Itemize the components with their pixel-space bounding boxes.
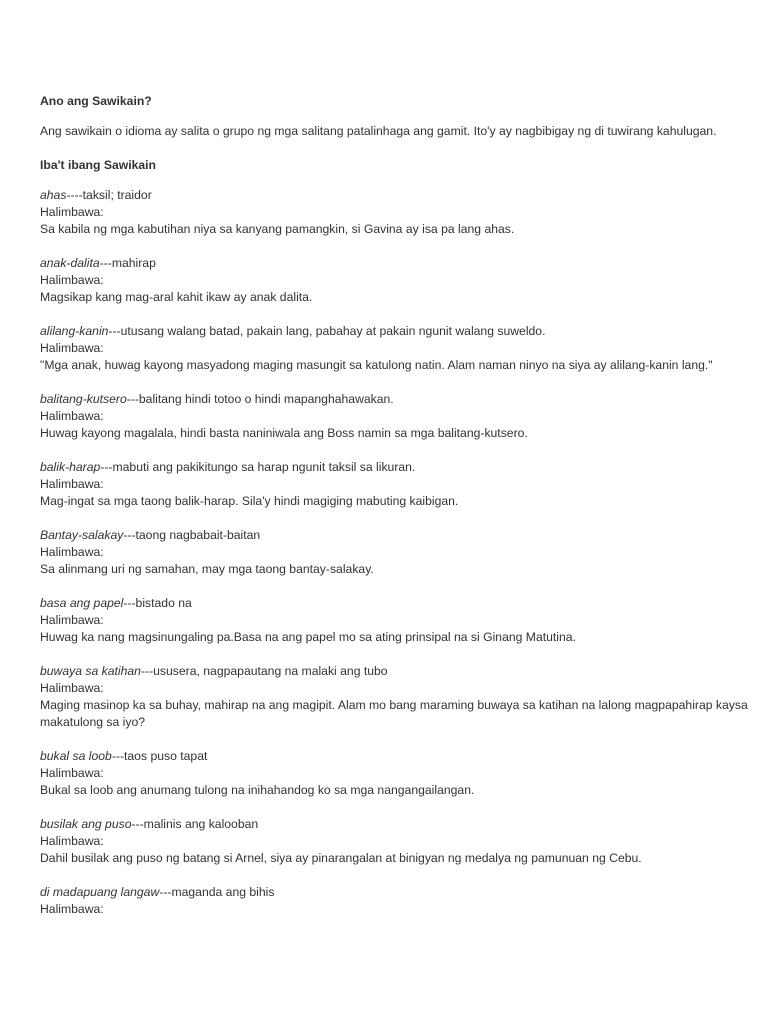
list-item [40,663,755,731]
list-item [40,323,755,374]
entry-separator: --- [140,664,154,678]
entry-meaning: taong nagbabait-baitan [135,528,261,542]
entry-separator: --- [123,528,136,542]
list-item [40,255,755,306]
list-item [40,527,755,578]
example-label: Halimbawa: [40,613,104,627]
entry-list [40,187,755,918]
list-item [40,459,755,510]
list-item [40,884,755,918]
entry-definition [40,323,755,340]
entry-example: Sa kabila ng mga kabutihan niya sa kanyang pamangkin, si Gavina ay isa pa lang ahas. [40,222,515,236]
entry-meaning: balitang hindi totoo o hindi mapanghahawakan. [138,392,394,406]
entry-term: ahas [40,188,67,202]
entry-separator: --- [99,256,112,270]
entry-definition [40,816,755,833]
entry-definition [40,663,755,680]
entry-example: Huwag ka nang magsinungaling pa.Basa na ang papel mo sa ating prinsipal na si Ginang Matutina. [40,630,576,644]
entry-definition [40,391,755,408]
entry-example: "Mga anak, huwag kayong masyadong maging masungit sa katulong natin. Alam naman ninyo na siya ay alilang-kanin lang." [40,358,713,372]
list-item [40,391,755,442]
entry-definition [40,527,755,544]
entry-meaning: bistado na [135,596,192,610]
entry-meaning: utusang walang batad, pakain lang, pabahay at pakain ngunit walang suweldo. [120,324,546,338]
entry-meaning: malinis ang kalooban [143,817,259,831]
list-item [40,187,755,238]
entry-term: balitang-kutsero [40,392,127,406]
entry-term: di madapuang langaw [40,885,160,899]
example-label: Halimbawa: [40,902,104,916]
entry-term: Bantay-salakay [40,528,124,542]
entry-definition [40,255,755,272]
intro-paragraph: Ang sawikain o idioma ay salita o grupo ng mga salitang patalinhaga ang gamit. Ito'y ay nagbibigay ng di tuwirang kahulugan. [40,124,717,138]
list-item [40,595,755,646]
entry-example: Bukal sa loob ang anumang tulong na inihahandog ko sa mga nangangailangan. [40,783,475,797]
entry-term: basa ang papel [40,596,124,610]
entry-meaning: taos puso tapat [124,749,208,763]
entry-separator: --- [111,749,125,763]
entry-meaning: taksil; traidor [82,188,152,202]
entry-definition [40,459,755,476]
list-item [40,748,755,799]
entry-definition [40,748,755,765]
example-label: Halimbawa: [40,205,104,219]
entry-separator: --- [108,324,121,338]
entry-term: bukal sa loob [40,749,112,763]
entry-definition [40,595,755,612]
entry-meaning: mabuti ang pakikitungo sa harap ngunit taksil sa likuran. [112,460,416,474]
entry-example: Sa alinmang uri ng samahan, may mga taong bantay-salakay. [40,562,374,576]
example-label: Halimbawa: [40,477,104,491]
entry-example: Huwag kayong magalala, hindi basta naniniwala ang Boss namin sa mga balitang-kutsero. [40,426,528,440]
entry-term: balik-harap [40,460,101,474]
entry-example: Mag-ingat sa mga taong balik-harap. Sila'y hindi magiging mabuting kaibigan. [40,494,459,508]
example-label: Halimbawa: [40,409,104,423]
entry-meaning: maganda ang bihis [171,885,275,899]
example-label: Halimbawa: [40,766,104,780]
page-title: Ano ang Sawikain? [40,94,152,108]
entry-separator: --- [100,460,113,474]
example-label: Halimbawa: [40,681,104,695]
entry-meaning: mahirap [111,256,156,270]
example-label: Halimbawa: [40,341,104,355]
entry-separator: --- [123,596,136,610]
entry-term: anak-dalita [40,256,100,270]
entry-example: Dahil busilak ang puso ng batang si Arnel, siya ay pinarangalan at binigyan ng medalya ng pamunuan ng Cebu. [40,851,642,865]
section-title: Iba't ibang Sawikain [40,158,156,172]
example-label: Halimbawa: [40,834,104,848]
example-label: Halimbawa: [40,273,104,287]
entry-definition [40,884,755,901]
entry-example: Maging masinop ka sa buhay, mahirap na ang magipit. Alam mo bang maraming buwaya sa katihan na lalong magpapahirap kaysa makatulong sa iyo? [40,698,748,729]
entry-definition [40,187,755,204]
example-label: Halimbawa: [40,545,104,559]
entry-example: Magsikap kang mag-aral kahit ikaw ay anak dalita. [40,290,313,304]
list-item [40,816,755,867]
entry-separator: ---- [66,188,83,202]
entry-term: alilang-kanin [40,324,109,338]
entry-term: buwaya sa katihan [40,664,141,678]
entry-meaning: ususera, nagpapautang na malaki ang tubo [153,664,388,678]
entry-term: busilak ang puso [40,817,132,831]
entry-separator: --- [159,885,172,899]
entry-separator: --- [131,817,144,831]
entry-separator: --- [126,392,139,406]
